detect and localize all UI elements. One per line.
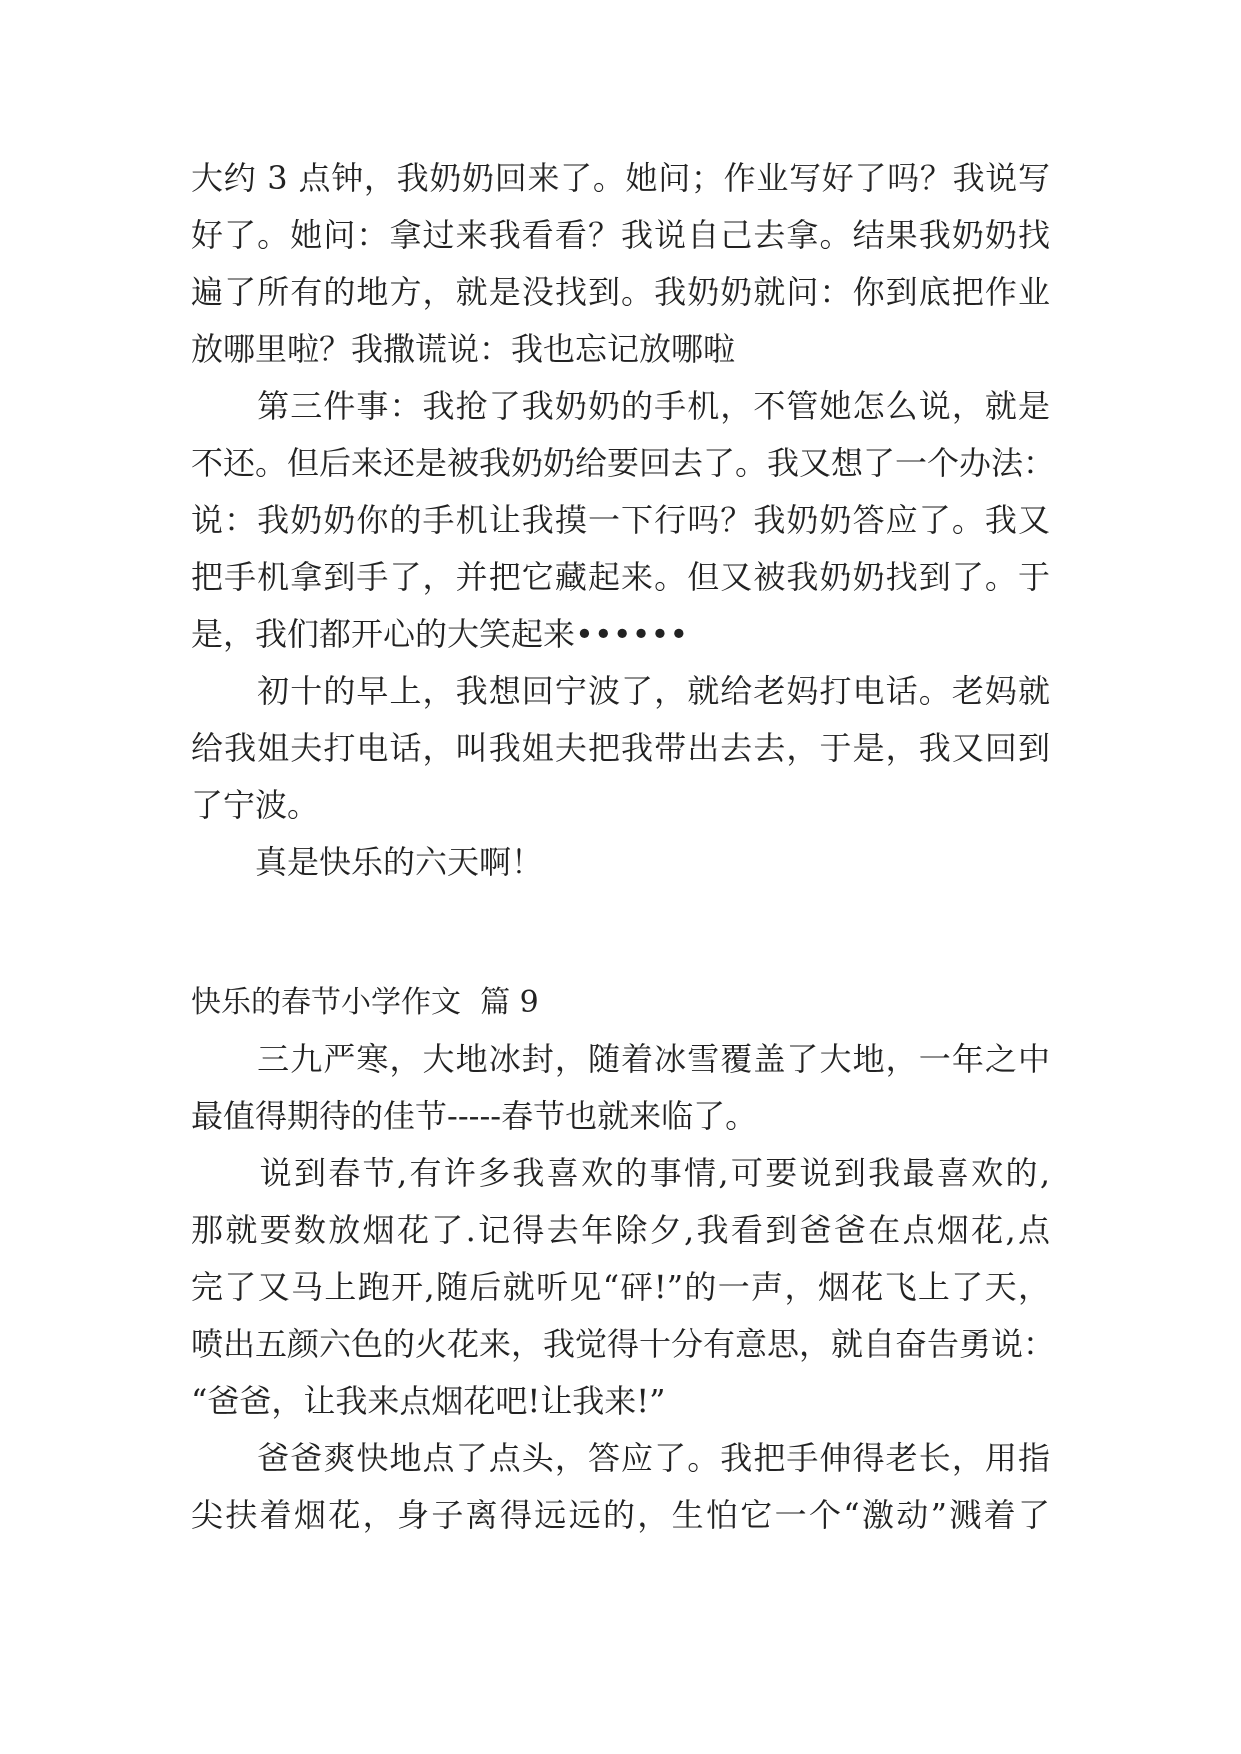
paragraph (191, 150, 1050, 378)
section-title: 快乐的春节小学作文 篇 9 (191, 985, 539, 1020)
text-line: 不还。但后来还是被我奶奶给要回去了。我又想了一个办法： (191, 444, 1056, 482)
paragraph (191, 1430, 1050, 1544)
text-line: 第三件事：我抢了我奶奶的手机，不管她怎么说，就是 (191, 387, 1050, 425)
paragraph (191, 378, 1056, 663)
text-line: 说到春节,有许多我喜欢的事情,可要说到我最喜欢的, (191, 1154, 1050, 1192)
paragraph (191, 1031, 1050, 1145)
text-line: 真是快乐的六天啊！ (191, 843, 544, 881)
text-line: 尖扶着烟花，身子离得远远的，生怕它一个“激动”溅着了 (191, 1496, 1050, 1534)
body-text-lower (191, 1031, 1056, 1544)
text-line: 喷出五颜六色的火花来，我觉得十分有意思，就自奋告勇说： (191, 1325, 1056, 1363)
text-line: 初十的早上，我想回宁波了，就给老妈打电话。老妈就 (191, 672, 1050, 710)
text-line: 最值得期待的佳节-----春节也就来临了。 (191, 1097, 758, 1135)
text-line: 爸爸爽快地点了点头，答应了。我把手伸得老长，用指 (191, 1439, 1050, 1477)
text-line: 给我姐夫打电话，叫我姐夫把我带出去去，于是，我又回到 (191, 729, 1050, 767)
text-line: 把手机拿到手了，并把它藏起来。但又被我奶奶找到了。于 (191, 558, 1050, 596)
text-line: 是，我们都开心的大笑起来•••••• (191, 615, 689, 653)
paragraph (191, 834, 1050, 891)
text-line: 大约 3 点钟，我奶奶回来了。她问；作业写好了吗？我说写 (191, 159, 1050, 197)
text-line: 三九严寒，大地冰封，随着冰雪覆盖了大地，一年之中 (191, 1040, 1050, 1078)
text-line: 了宁波。 (191, 786, 320, 824)
body-text-upper (191, 150, 1056, 891)
text-line: “爸爸，让我来点烟花吧!让我来!” (191, 1382, 666, 1420)
text-line: 好了。她问：拿过来我看看？我说自己去拿。结果我奶奶找 (191, 216, 1050, 254)
text-line: 说：我奶奶你的手机让我摸一下行吗？我奶奶答应了。我又 (191, 501, 1050, 539)
text-line: 放哪里啦？我撒谎说：我也忘记放哪啦 (191, 330, 736, 368)
text-line: 完了又马上跑开,随后就听见“砰!”的一声，烟花飞上了天， (191, 1268, 1050, 1306)
paragraph (191, 663, 1050, 834)
text-line: 那就要数放烟花了.记得去年除夕,我看到爸爸在点烟花,点 (191, 1211, 1050, 1249)
text-line: 遍了所有的地方，就是没找到。我奶奶就问：你到底把作业 (191, 273, 1050, 311)
paragraph (191, 1145, 1056, 1430)
